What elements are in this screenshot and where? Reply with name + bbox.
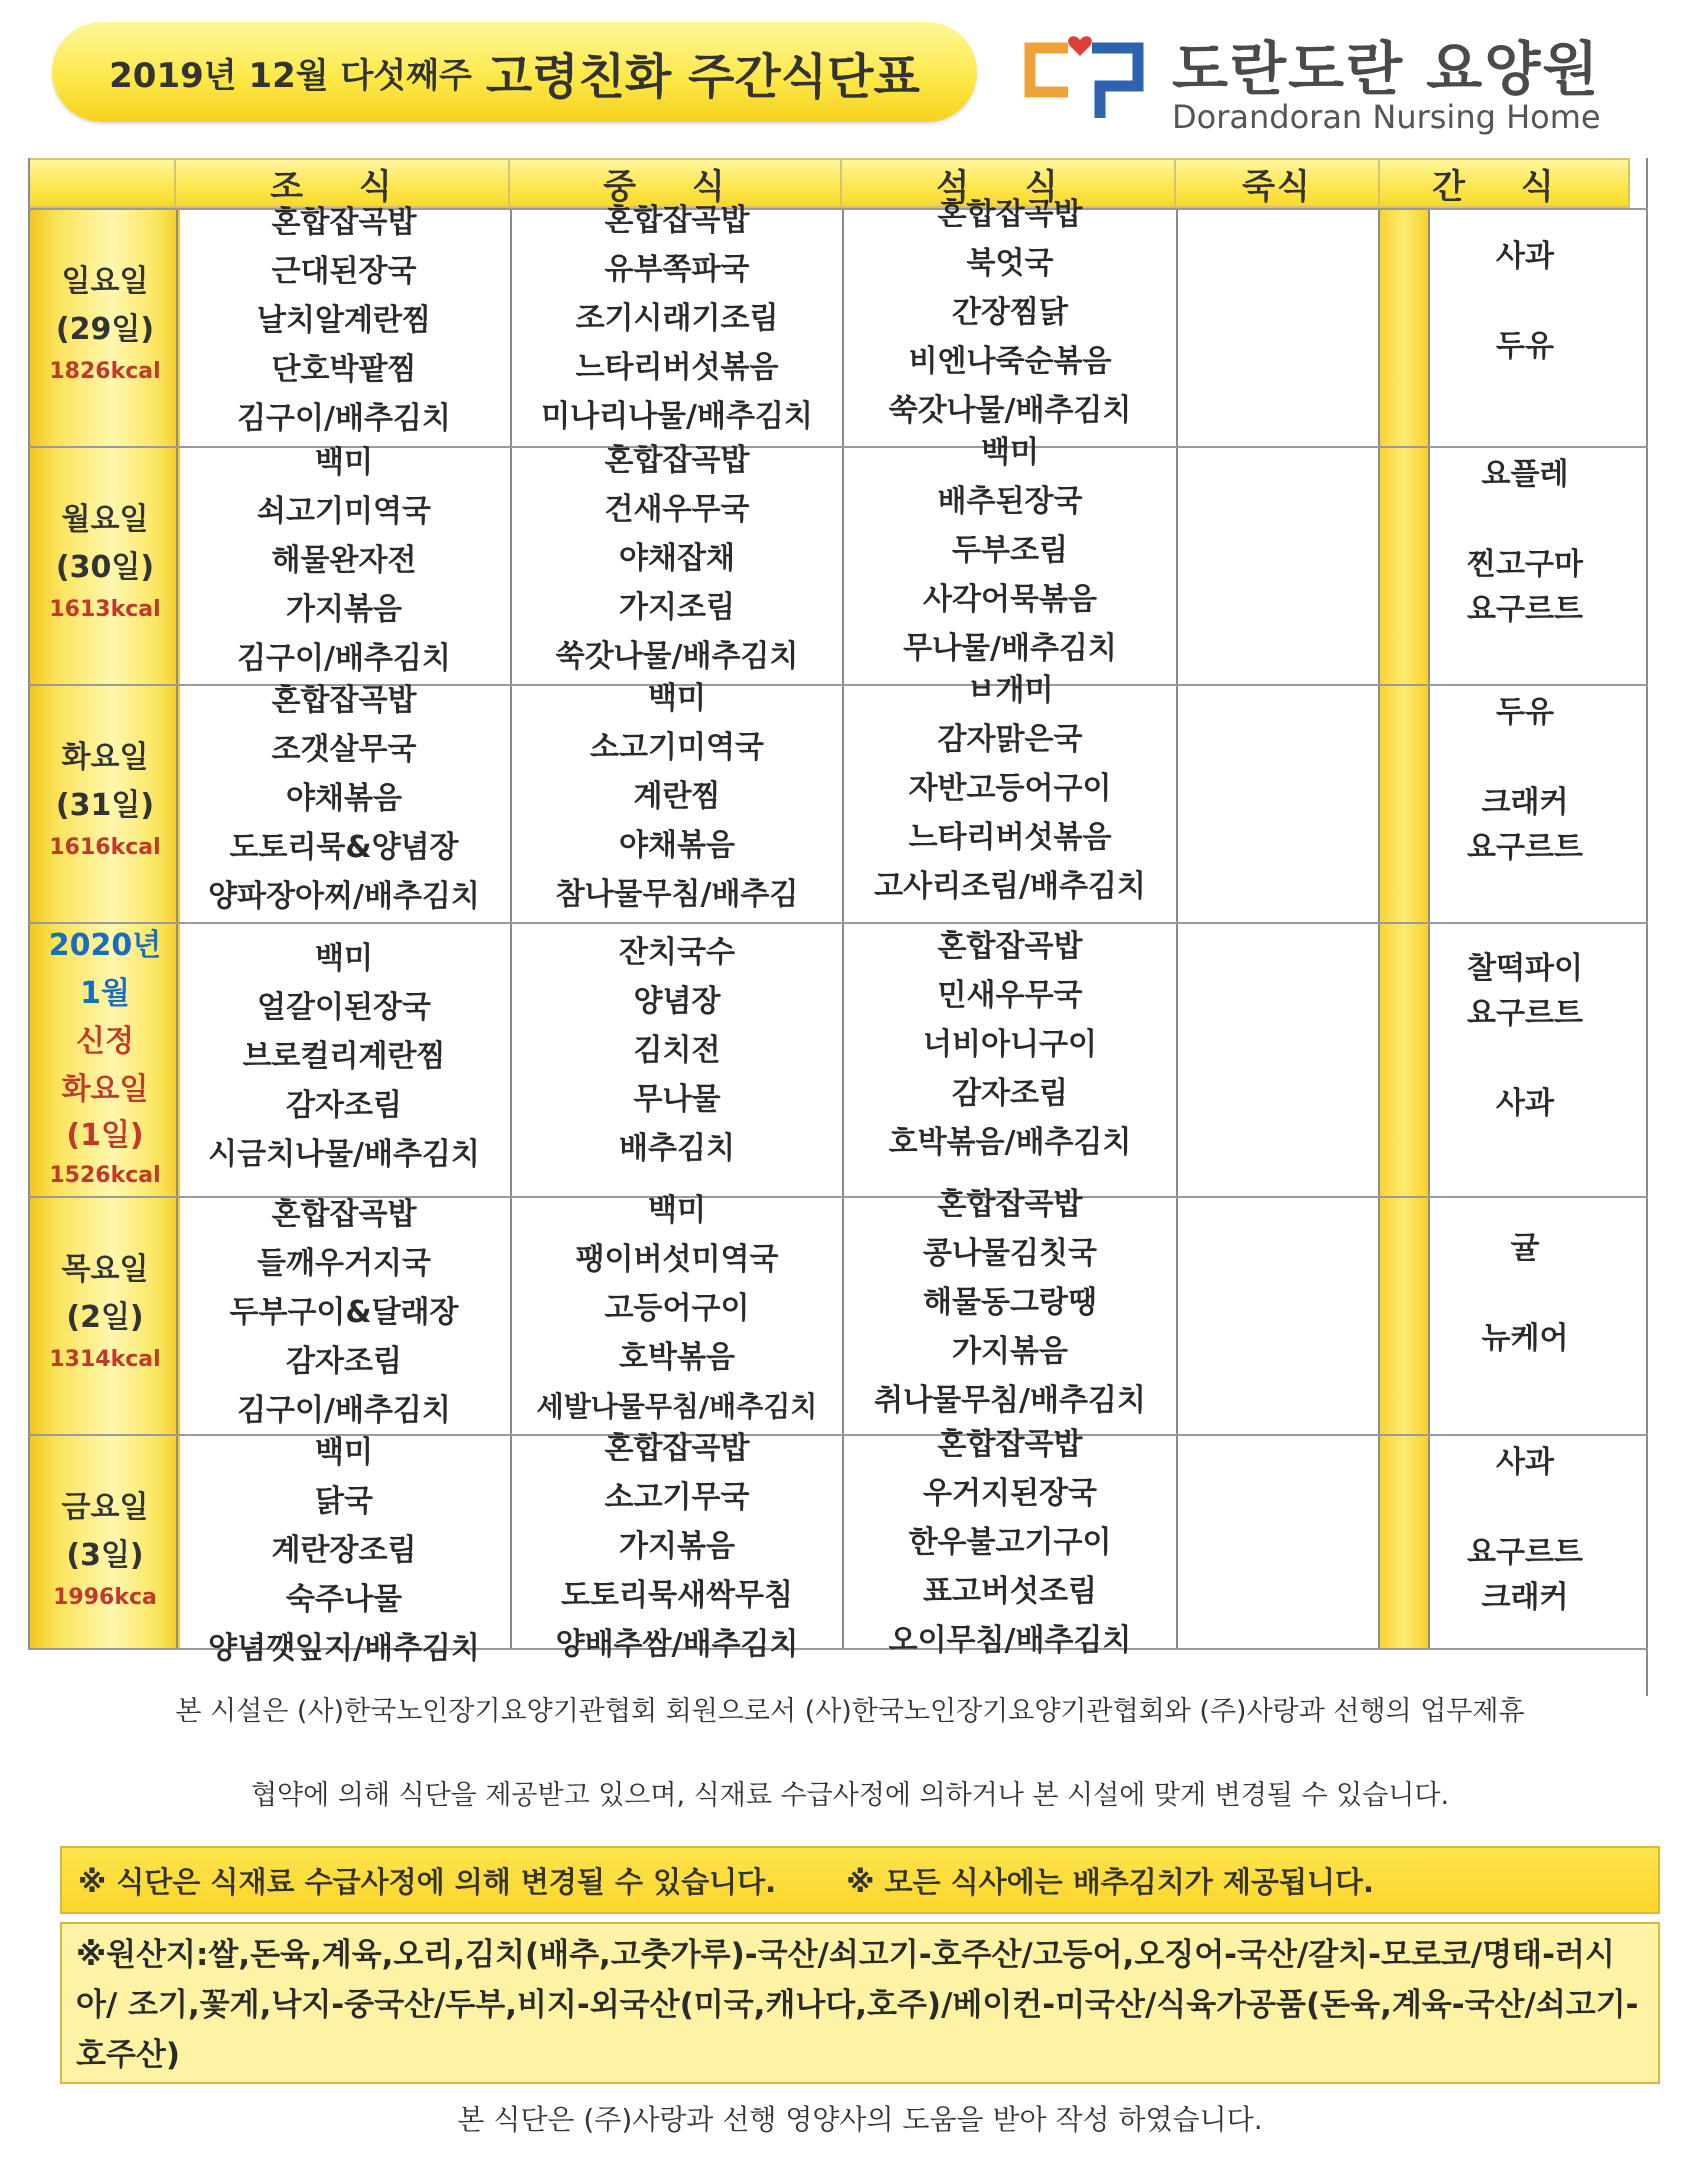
menu-item: 쑥갓나물/배추김치	[555, 639, 799, 674]
partnership-notice	[60, 1670, 1640, 1830]
dinner-cell	[844, 922, 1176, 1167]
menu-item: 백미	[315, 1435, 373, 1470]
snack-item: 찐고구마	[1467, 547, 1583, 582]
day-name: 일요일	[61, 264, 149, 299]
day-label-monday	[30, 496, 180, 628]
menu-item: 두부조림	[952, 533, 1068, 568]
origin-info: ※원산지:쌀,돈육,계육,오리,김치(배추,고춧가루)-국산/쇠고기-호주산/고등어,오징어-국산/갈치-모로코/명태-러시아/ 조기,꽃게,낙지-중국산/두부,비지-외국산(미국,캐나다,호주)/베이컨-미국산/식육가공품(돈육,계육-국산/쇠고기-호주산)	[60, 1922, 1660, 2084]
menu-item: 콩나물김칫국	[923, 1236, 1097, 1271]
snack-item	[1430, 1036, 1620, 1081]
menu-item: 호박볶음	[619, 1340, 735, 1375]
day-name: 월요일	[61, 502, 149, 537]
menu-item: 양념깻잎지/배추김치	[208, 1631, 480, 1666]
menu-item: 닭국	[315, 1484, 373, 1519]
snack-item: 두유	[1496, 695, 1554, 730]
warning-text: ※ 식단은 식재료 수급사정에 의해 변경될 수 있습니다.	[78, 1864, 777, 1899]
menu-item: 취나물무침/배추김치	[874, 1383, 1146, 1418]
dinner-cell	[844, 1420, 1176, 1665]
menu-item: 야채잡채	[619, 541, 735, 576]
kimchi-note: ※ 모든 식사에는 배추김치가 제공됩니다.	[846, 1864, 1375, 1899]
day-date: (30일)	[55, 550, 155, 585]
menu-item: 야채볶음	[286, 781, 402, 816]
lunch-cell	[512, 1424, 842, 1669]
menu-item: 간장찜닭	[952, 295, 1068, 330]
menu-item: 팽이버섯미역국	[575, 1242, 779, 1277]
snack-item: 두유	[1496, 329, 1554, 364]
snack-item: 사과	[1496, 1445, 1554, 1480]
lunch-cell	[512, 196, 842, 441]
month-label: 1월	[80, 976, 130, 1011]
menu-item: 들깨우거지국	[257, 1246, 431, 1281]
menu-item: 느타리버섯볶음	[575, 350, 779, 385]
header-porridge: 죽식	[1174, 158, 1380, 208]
day-label-friday	[30, 1484, 180, 1616]
snack-item	[1430, 279, 1620, 324]
menu-item: 해물완자전	[271, 543, 417, 578]
menu-item: 백미	[648, 1193, 706, 1228]
snack-item: 사과	[1496, 1086, 1554, 1121]
menu-item: 배추된장국	[937, 484, 1083, 519]
day-date: (1일)	[66, 1118, 144, 1153]
lunch-cell	[512, 436, 842, 681]
menu-change-warning	[60, 1846, 1660, 1914]
snack-cell	[1430, 1440, 1620, 1620]
lunch-cell	[512, 928, 842, 1173]
menu-item: 배추김치	[619, 1131, 735, 1166]
menu-item: 백미	[315, 445, 373, 480]
header-corner	[28, 158, 176, 208]
menu-item: 참나물무침/배추김	[555, 877, 799, 912]
menu-item: 오이무침/배추김치	[888, 1623, 1132, 1658]
menu-item: 유부쪽파국	[604, 252, 750, 287]
day-kcal: 1616kcal	[49, 835, 161, 860]
header-dinner: 석 식	[840, 158, 1176, 208]
menu-item: 세발나물무침/배추김치	[536, 1390, 818, 1423]
day-date: (31일)	[55, 788, 155, 823]
menu-item: 해물동그랑땡	[923, 1285, 1097, 1320]
menu-item: 양념장	[633, 984, 721, 1019]
lunch-cell	[512, 674, 842, 919]
menu-item: 백미	[315, 941, 373, 976]
title-prefix: 2019년 12월 다섯째주	[109, 55, 472, 96]
day-label-tuesday	[30, 734, 180, 866]
menu-item: 조기시래기조림	[575, 301, 779, 336]
dinner-cell	[844, 428, 1176, 673]
day-date: (29일)	[55, 312, 155, 347]
day-kcal: 1613kcal	[49, 597, 161, 622]
menu-item: 혼합잡곡밥	[604, 1431, 750, 1466]
breakfast-cell	[178, 198, 510, 443]
menu-item: 가지조림	[619, 590, 735, 625]
menu-item: 민새우무국	[937, 978, 1083, 1013]
menu-item: 김치전	[633, 1033, 721, 1068]
menu-item: 숙주나물	[286, 1582, 402, 1617]
snack-column-band	[1378, 180, 1428, 1648]
breakfast-cell	[178, 676, 510, 921]
snack-item: 뉴케어	[1481, 1321, 1569, 1356]
table-divider	[1176, 208, 1178, 1648]
facility-logo	[1020, 28, 1680, 138]
menu-item: 브로컬리계란찜	[242, 1039, 446, 1074]
menu-item: 무나물	[633, 1082, 721, 1117]
table-border-right	[1646, 158, 1648, 1696]
holiday-label: 신정	[76, 1024, 134, 1059]
menu-item: 북엇국	[966, 246, 1054, 281]
dinner-cell	[844, 1180, 1176, 1425]
notice-line: 본 시설은 (사)한국노인장기요양기관협회 회원으로서 (사)한국노인장기요양기관협회와 (주)사랑과 선행의 업무제휴	[175, 1696, 1525, 1727]
logo-english-name: Dorandoran Nursing Home	[1172, 98, 1601, 136]
day-kcal: 1314kcal	[49, 1347, 161, 1372]
snack-cell	[1430, 946, 1620, 1126]
dinner-cell	[844, 666, 1176, 911]
menu-item: 소고기미역국	[590, 730, 764, 765]
menu-item: 혼합잡곡밥	[604, 443, 750, 478]
menu-item: 고사리조림/배추김치	[874, 869, 1146, 904]
snack-item: 크래커	[1481, 785, 1569, 820]
snack-cell	[1430, 452, 1620, 632]
table-divider	[1378, 208, 1380, 1648]
day-label-thursday	[30, 1246, 180, 1378]
menu-item: 비엔나죽순볶음	[908, 344, 1112, 379]
day-date: (2일)	[66, 1300, 144, 1335]
menu-item: 사각어묵볶음	[923, 582, 1097, 617]
header-breakfast: 조 식	[174, 158, 510, 208]
menu-item: 단호박팥찜	[271, 352, 417, 387]
notice-line: 협약에 의해 식단을 제공받고 있으며, 식재료 수급사정에 의하거나 본 시설에 맞게 변경될 수 있습니다.	[250, 1780, 1450, 1811]
menu-item: ㅂ개미	[966, 673, 1054, 708]
menu-item: 얼갈이된장국	[257, 990, 431, 1025]
day-name: 화요일	[61, 740, 149, 775]
lunch-cell	[512, 1186, 842, 1431]
menu-item: 가지볶음	[619, 1529, 735, 1564]
menu-item: 건새우무국	[604, 492, 750, 527]
breakfast-cell	[178, 1428, 510, 1673]
menu-item: 감자맑은국	[937, 722, 1083, 757]
menu-item: 김구이/배추김치	[237, 641, 451, 676]
snack-item: 귤	[1510, 1231, 1540, 1266]
day-name: 화요일	[61, 1072, 149, 1107]
breakfast-cell	[178, 1190, 510, 1435]
menu-item: 계란찜	[633, 779, 721, 814]
menu-item: 잔치국수	[619, 935, 735, 970]
snack-item	[1430, 735, 1620, 780]
menu-item: 혼합잡곡밥	[271, 1197, 417, 1232]
menu-item: 근대된장국	[271, 254, 417, 289]
menu-item: 감자조림	[286, 1088, 402, 1123]
snack-cell	[1430, 234, 1620, 369]
menu-item: 날치알계란찜	[257, 303, 431, 338]
menu-item: 두부구이&달래장	[229, 1295, 459, 1330]
snack-item: 요구르트	[1467, 592, 1583, 627]
menu-item: 양파장아찌/배추김치	[208, 879, 480, 914]
snack-cell	[1430, 690, 1620, 870]
menu-item: 가지볶음	[952, 1334, 1068, 1369]
menu-title	[52, 22, 977, 122]
menu-item: 혼합잡곡밥	[604, 203, 750, 238]
menu-item: 호박볶음/배추김치	[888, 1125, 1132, 1160]
snack-item	[1430, 1485, 1620, 1530]
menu-item: 감자조림	[286, 1344, 402, 1379]
menu-item: 혼합잡곡밥	[271, 683, 417, 718]
menu-item: 혼합잡곡밥	[937, 1187, 1083, 1222]
menu-item: 너비아니구이	[923, 1027, 1097, 1062]
breakfast-cell	[178, 934, 510, 1179]
breakfast-cell	[178, 438, 510, 683]
day-kcal: 1996kca	[53, 1585, 157, 1610]
snack-item: 찰떡파이	[1467, 951, 1583, 986]
menu-item: 자반고등어구이	[908, 771, 1112, 806]
menu-item: 야채볶음	[619, 828, 735, 863]
menu-item: 혼합잡곡밥	[937, 197, 1083, 232]
menu-item: 미나리나물/배추김치	[541, 399, 813, 434]
snack-item: 사과	[1496, 239, 1554, 274]
menu-item: 표고버섯조림	[923, 1574, 1097, 1609]
menu-item: 감자조림	[952, 1076, 1068, 1111]
logo-name: 도란도란 요양원	[1172, 35, 1601, 103]
menu-item: 가지볶음	[286, 592, 402, 627]
nutritionist-credit: 본 식단은 (주)사랑과 선행 영양사의 도움을 받아 작성 하였습니다.	[457, 2103, 1263, 2136]
menu-item: 김구이/배추김치	[237, 401, 451, 436]
day-name: 금요일	[61, 1490, 149, 1525]
day-label-new-year	[30, 922, 180, 1194]
snack-item: 크래커	[1481, 1580, 1569, 1615]
menu-item: 백미	[981, 435, 1039, 470]
menu-item: 한우불고기구이	[908, 1525, 1112, 1560]
day-name: 목요일	[61, 1252, 149, 1287]
title-main: 고령친화 주간식단표	[485, 48, 920, 105]
menu-item: 혼합잡곡밥	[937, 929, 1083, 964]
header-snack: 간 식	[1378, 158, 1630, 208]
year-label: 2020년	[48, 928, 162, 963]
menu-item: 느타리버섯볶음	[908, 820, 1112, 855]
menu-item: 계란장조림	[271, 1533, 417, 1568]
snack-item: 요구르트	[1467, 1535, 1583, 1570]
snack-item	[1430, 1271, 1620, 1316]
snack-item: 요구르트	[1467, 996, 1583, 1031]
menu-item: 시금치나물/배추김치	[208, 1137, 480, 1172]
menu-item: 김구이/배추김치	[237, 1393, 451, 1428]
day-label-sunday	[30, 258, 180, 390]
day-date: (3일)	[66, 1538, 144, 1573]
menu-item: 고등어구이	[604, 1291, 750, 1326]
dinner-cell	[844, 190, 1176, 435]
menu-item: 혼합잡곡밥	[271, 205, 417, 240]
snack-cell	[1430, 1226, 1620, 1361]
menu-item: 백미	[648, 681, 706, 716]
menu-item: 소고기무국	[604, 1480, 750, 1515]
menu-item: 혼합잡곡밥	[937, 1427, 1083, 1462]
menu-item: 무나물/배추김치	[903, 631, 1117, 666]
table-divider	[1428, 208, 1430, 1648]
snack-item: 요플레	[1481, 457, 1569, 492]
menu-item: 조갯살무국	[271, 732, 417, 767]
menu-item: 쇠고기미역국	[257, 494, 431, 529]
dorandoran-logo-mark-icon	[1020, 34, 1150, 124]
menu-item: 도토리묵새싹무침	[561, 1578, 793, 1613]
header-lunch: 중 식	[508, 158, 842, 208]
snack-item: 요구르트	[1467, 830, 1583, 865]
table-divider	[28, 922, 1648, 924]
menu-item: 양배추쌈/배추김치	[555, 1627, 799, 1662]
menu-item: 도토리묵&양념장	[229, 830, 459, 865]
day-kcal: 1526kcal	[49, 1163, 161, 1188]
menu-item: 쑥갓나물/배추김치	[888, 393, 1132, 428]
snack-item	[1430, 497, 1620, 542]
menu-item: 우거지된장국	[923, 1476, 1097, 1511]
day-kcal: 1826kcal	[49, 359, 161, 384]
